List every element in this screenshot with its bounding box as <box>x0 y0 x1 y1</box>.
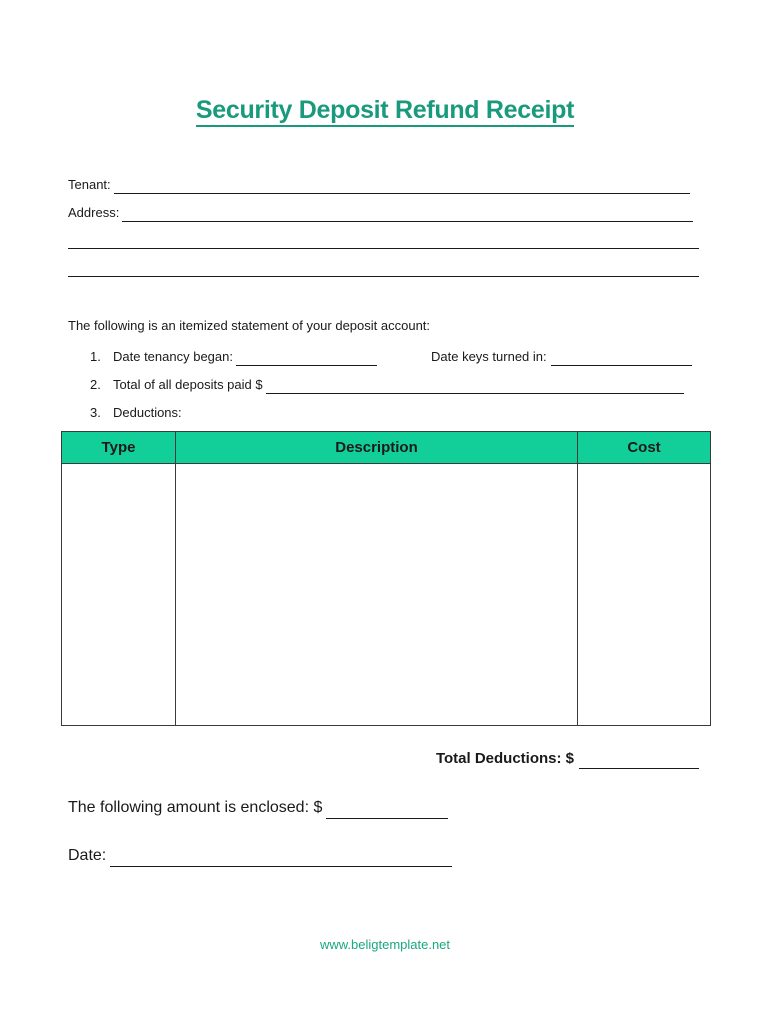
tenant-blank[interactable] <box>114 178 690 194</box>
address-line-2[interactable] <box>68 248 699 249</box>
item-deductions <box>90 402 182 422</box>
cost-cell[interactable] <box>578 464 711 726</box>
item-label: Deductions: <box>113 405 182 420</box>
table-header-row <box>62 432 711 464</box>
total-deductions-label: Total Deductions: $ <box>435 750 574 767</box>
type-cell[interactable] <box>62 464 176 726</box>
item-number: 1. <box>90 349 101 364</box>
address-line-3[interactable] <box>68 276 699 277</box>
enclosed-label: The following amount is enclosed: $ <box>68 799 323 816</box>
item-label: Date tenancy began: <box>113 349 233 364</box>
item-date-tenancy <box>90 346 377 366</box>
date-keys-blank[interactable] <box>551 350 692 366</box>
keys-label: Date keys turned in: <box>431 349 547 364</box>
address-blank[interactable] <box>122 206 693 222</box>
enclosed-amount <box>68 795 448 819</box>
item-label: Total of all deposits paid $ <box>113 377 263 392</box>
item-date-keys <box>431 346 692 366</box>
document-title <box>0 96 770 125</box>
document-title-text: Security Deposit Refund Receipt <box>196 96 574 127</box>
tenant-field <box>68 174 690 194</box>
total-deposits-blank[interactable] <box>266 378 684 394</box>
statement-intro: The following is an itemized statement of your deposit account: <box>68 318 431 333</box>
total-deductions-blank[interactable] <box>579 751 699 769</box>
tenant-label: Tenant: <box>68 177 111 192</box>
total-deductions <box>436 747 699 769</box>
item-number: 3. <box>90 405 101 420</box>
header-type: Type <box>62 432 176 464</box>
date-label: Date: <box>68 847 107 864</box>
date-tenancy-blank[interactable] <box>236 350 377 366</box>
footer-url[interactable]: www.beligtemplate.net <box>319 937 451 952</box>
item-number: 2. <box>90 377 101 392</box>
date-blank[interactable] <box>110 847 452 867</box>
table-row <box>62 464 711 726</box>
address-label: Address: <box>68 205 120 220</box>
item-total-deposits <box>90 374 684 394</box>
address-field <box>68 202 693 222</box>
header-description: Description <box>176 432 578 464</box>
description-cell[interactable] <box>176 464 578 726</box>
deductions-table <box>61 431 711 726</box>
enclosed-blank[interactable] <box>326 799 448 819</box>
header-cost: Cost <box>578 432 711 464</box>
date-field <box>68 843 452 867</box>
